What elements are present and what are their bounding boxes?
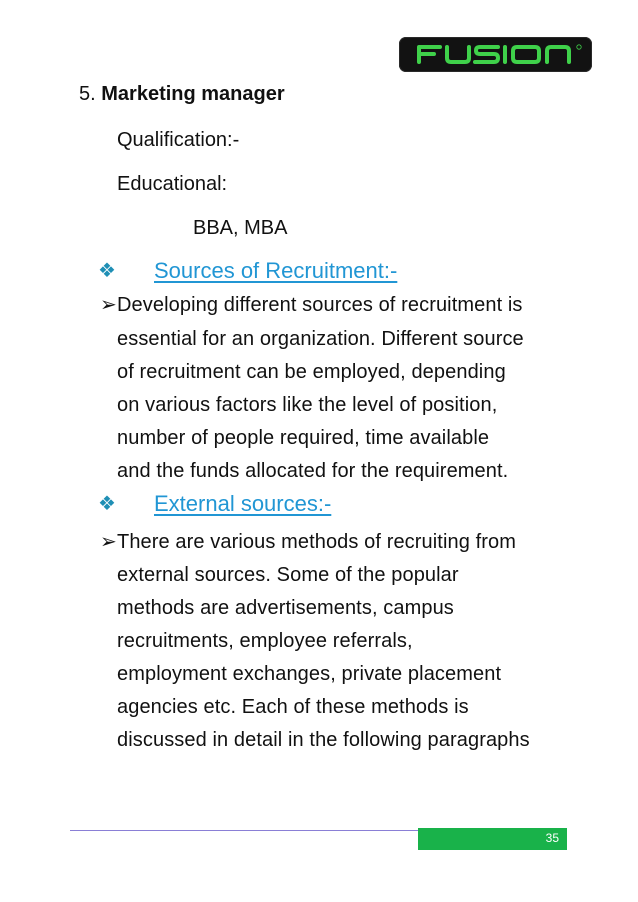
role-title: Marketing manager <box>101 83 285 105</box>
role-heading <box>79 82 285 106</box>
paragraph-line: Developing different sources of recruitment is <box>117 294 523 316</box>
section-title: External sources:- <box>154 491 332 516</box>
fusion-logo-mark <box>399 37 592 72</box>
section-title: Sources of Recruitment:- <box>154 258 398 283</box>
fusion-logo <box>399 37 592 72</box>
paragraph-line: essential for an organization. Different source <box>117 328 524 350</box>
degrees-text: BBA, MBA <box>193 217 288 239</box>
paragraph-line: agencies etc. Each of these methods is <box>117 696 469 718</box>
arrow-bullet-icon: ➢ <box>100 531 117 553</box>
page-number: 35 <box>545 831 559 845</box>
paragraph-line: of recruitment can be employed, depending <box>117 361 506 383</box>
educational-label: Educational: <box>117 173 228 195</box>
paragraph-line: number of people required, time available <box>117 427 490 449</box>
diamond-bullet-icon: ❖ <box>98 493 116 515</box>
role-number: 5. <box>79 83 96 105</box>
paragraph-line: and the funds allocated for the requirement. <box>117 460 509 482</box>
paragraph-line: employment exchanges, private placement <box>117 663 502 685</box>
qualification-label: Qualification:- <box>117 129 240 151</box>
paragraph-line: external sources. Some of the popular <box>117 564 459 586</box>
footer-page-box <box>418 828 567 850</box>
footer-divider <box>70 830 420 831</box>
paragraph-line: discussed in detail in the following paragraphs <box>117 729 530 751</box>
paragraph-line: recruitments, employee referrals, <box>117 630 413 652</box>
paragraph-line: on various factors like the level of position, <box>117 394 498 416</box>
paragraph-line: There are various methods of recruiting from <box>117 531 517 553</box>
arrow-bullet-icon: ➢ <box>100 294 117 316</box>
paragraph-line: methods are advertisements, campus <box>117 597 454 619</box>
diamond-bullet-icon: ❖ <box>98 260 116 282</box>
